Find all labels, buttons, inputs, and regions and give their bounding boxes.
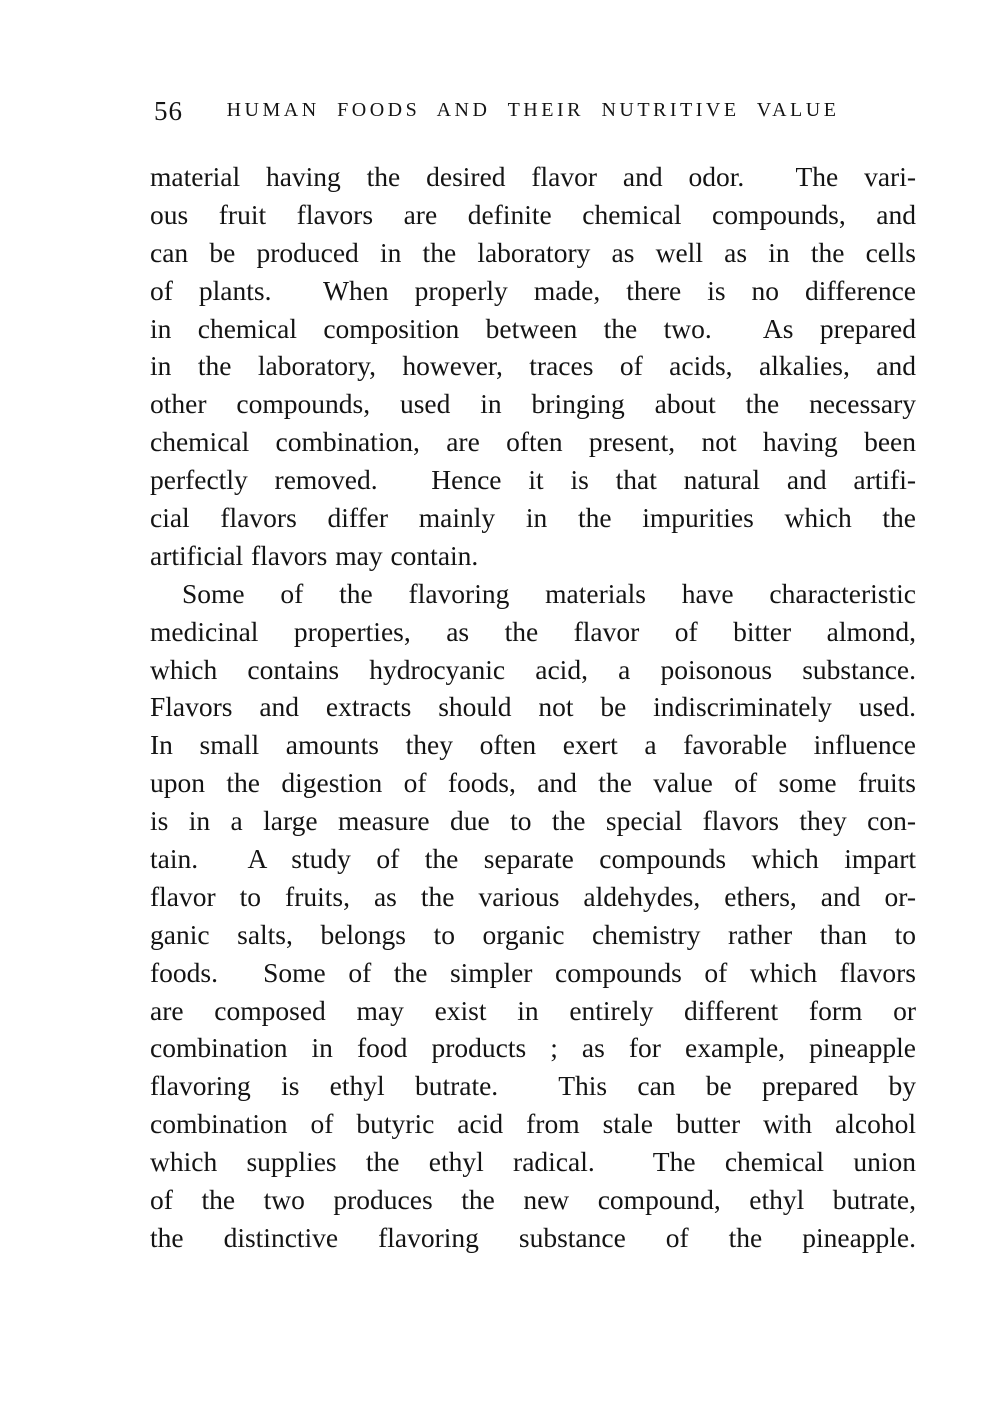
text-line: artificial flavors may contain. — [150, 539, 479, 571]
text-line: In small amounts they often exert a favorable influence — [150, 729, 916, 761]
running-head-title: HUMAN FOODS AND THEIR NUTRITIVE VALUE — [226, 99, 840, 121]
text-line: combination in food products ; as for example, pineapple — [150, 1032, 916, 1064]
text-line: Some of the flavoring materials have characteristic — [182, 577, 916, 609]
text-line: which contains hydrocyanic acid, a poisonous substance. — [150, 653, 916, 685]
text-line: of the two produces the new compound, ethyl butrate, — [150, 1184, 916, 1216]
text-line: combination of butyric acid from stale butter with alcohol — [150, 1108, 916, 1140]
text-line: Flavors and extracts should not be indiscriminately used. — [150, 691, 916, 723]
text-line: foods. Some of the simpler compounds of which flavors — [150, 956, 916, 988]
running-header — [150, 96, 916, 130]
text-line: in the laboratory, however, traces of acids, alkalies, and — [150, 350, 916, 382]
text-line: perfectly removed. Hence it is that natural and artifi- — [150, 464, 916, 496]
text-line: flavoring is ethyl butrate. This can be prepared by — [150, 1070, 916, 1102]
text-line: chemical combination, are often present, not having been — [150, 426, 916, 458]
text-line: are composed may exist in entirely different form or — [150, 994, 916, 1026]
text-line: of plants. When properly made, there is no difference — [150, 274, 916, 306]
text-line: in chemical composition between the two. As prepared — [150, 312, 916, 344]
page-body — [150, 158, 916, 1257]
text-line: upon the digestion of foods, and the value of some fruits — [150, 767, 916, 799]
text-line: cial flavors differ mainly in the impurities which the — [150, 502, 916, 534]
text-line: material having the desired flavor and odor. The vari- — [150, 161, 916, 192]
text-line: medicinal properties, as the flavor of bitter almond, — [150, 615, 916, 647]
text-line: other compounds, used in bringing about the necessary — [150, 388, 916, 420]
text-line: the distinctive flavoring substance of the pineapple. — [150, 1221, 916, 1253]
text-line: is in a large measure due to the special flavors they con- — [150, 805, 916, 837]
text-line: ganic salts, belongs to organic chemistry rather than to — [150, 918, 916, 950]
page-number: 56 — [154, 96, 183, 126]
text-line: tain. A study of the separate compounds which impart — [150, 843, 916, 875]
text-line: flavor to fruits, as the various aldehydes, ethers, and or- — [150, 880, 916, 912]
text-line: which supplies the ethyl radical. The chemical union — [150, 1146, 916, 1178]
text-line: can be produced in the laboratory as well as in the cells — [150, 236, 916, 268]
text-line: ous fruit flavors are definite chemical compounds, and — [150, 198, 916, 230]
